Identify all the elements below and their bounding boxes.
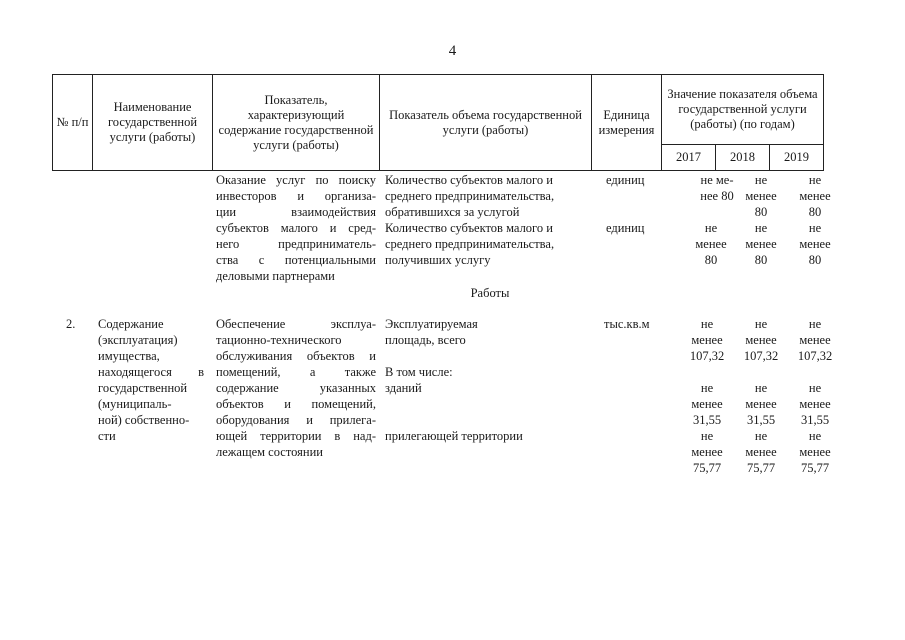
block2-including: В том числе:	[385, 365, 453, 379]
block2-volume-1: Эксплуатируемая площадь, всего	[385, 317, 478, 347]
block2-v2017-3: не менее 75,77	[691, 429, 723, 475]
header-unit: Единица измерения	[592, 75, 662, 171]
block2-content: Обеспечение эксплуа- тационно-технического обслуживания объектов и помещений, а также содержание указанных объектов и помещений, оборудования и прилега- ющей территории в над- лежащем состоянии	[216, 317, 376, 459]
page-number: 4	[448, 43, 457, 59]
header-year-2017: 2017	[662, 145, 716, 171]
block1-v2018-1: не менее 80	[745, 173, 777, 219]
block1-v2017-1: не ме- нее 80	[700, 173, 734, 203]
block1-v2019-1: не менее 80	[799, 173, 831, 219]
block1-unit-1: единиц	[606, 173, 645, 187]
block2-v2018-1: не менее 107,32	[743, 317, 779, 363]
block1-unit-2: единиц	[606, 221, 645, 235]
header-year-2019: 2019	[770, 145, 824, 171]
block2-volume-3: прилегающей территории	[385, 429, 523, 443]
block2-name: Содержание (эксплуатация) имущества, находящегося в государственной (муниципаль- ной) собственно- сти	[98, 317, 204, 443]
header-name: Наименование государственной услуги (работы)	[93, 75, 213, 171]
block1-volume-2: Количество субъектов малого и среднего предпринимательства, получивших услугу	[385, 221, 555, 267]
header-values: Значение показателя объема государственной услуги (работы) (по годам)	[662, 75, 824, 145]
block2-v2019-2: не менее 31,55	[799, 381, 831, 427]
block2-v2017-2: не менее 31,55	[691, 381, 723, 427]
block1-v2018-2: не менее 80	[745, 221, 777, 267]
block1-content: Оказание услуг по поиску инвесторов и организа- ции взаимодействия субъектов малого и сред- него предприниматель- ства с потенциальными деловыми партнерами	[216, 173, 376, 283]
block2-unit-1: тыс.кв.м	[604, 317, 650, 331]
block2-num: 2.	[66, 317, 76, 331]
block1-v2019-2: не менее 80	[799, 221, 831, 267]
header-year-2018: 2018	[716, 145, 770, 171]
section-title: Работы	[470, 286, 510, 300]
block2-v2018-3: не менее 75,77	[745, 429, 777, 475]
header-num: № п/п	[53, 75, 93, 171]
header-volume: Показатель объема государственной услуги (работы)	[380, 75, 592, 171]
header-content: Показатель, характеризующий содержание государственной услуги (работы)	[213, 75, 380, 171]
block1-v2017-2: не менее 80	[695, 221, 727, 267]
block2-volume-2: зданий	[385, 381, 422, 395]
block1-volume-1: Количество субъектов малого и среднего предпринимательства, обратившихся за услугой	[385, 173, 555, 219]
header-table	[52, 74, 824, 171]
block2-v2017-1: не менее 107,32	[689, 317, 725, 363]
block2-v2019-3: не менее 75,77	[799, 429, 831, 475]
block2-v2019-1: не менее 107,32	[797, 317, 833, 363]
block2-v2018-2: не менее 31,55	[745, 381, 777, 427]
